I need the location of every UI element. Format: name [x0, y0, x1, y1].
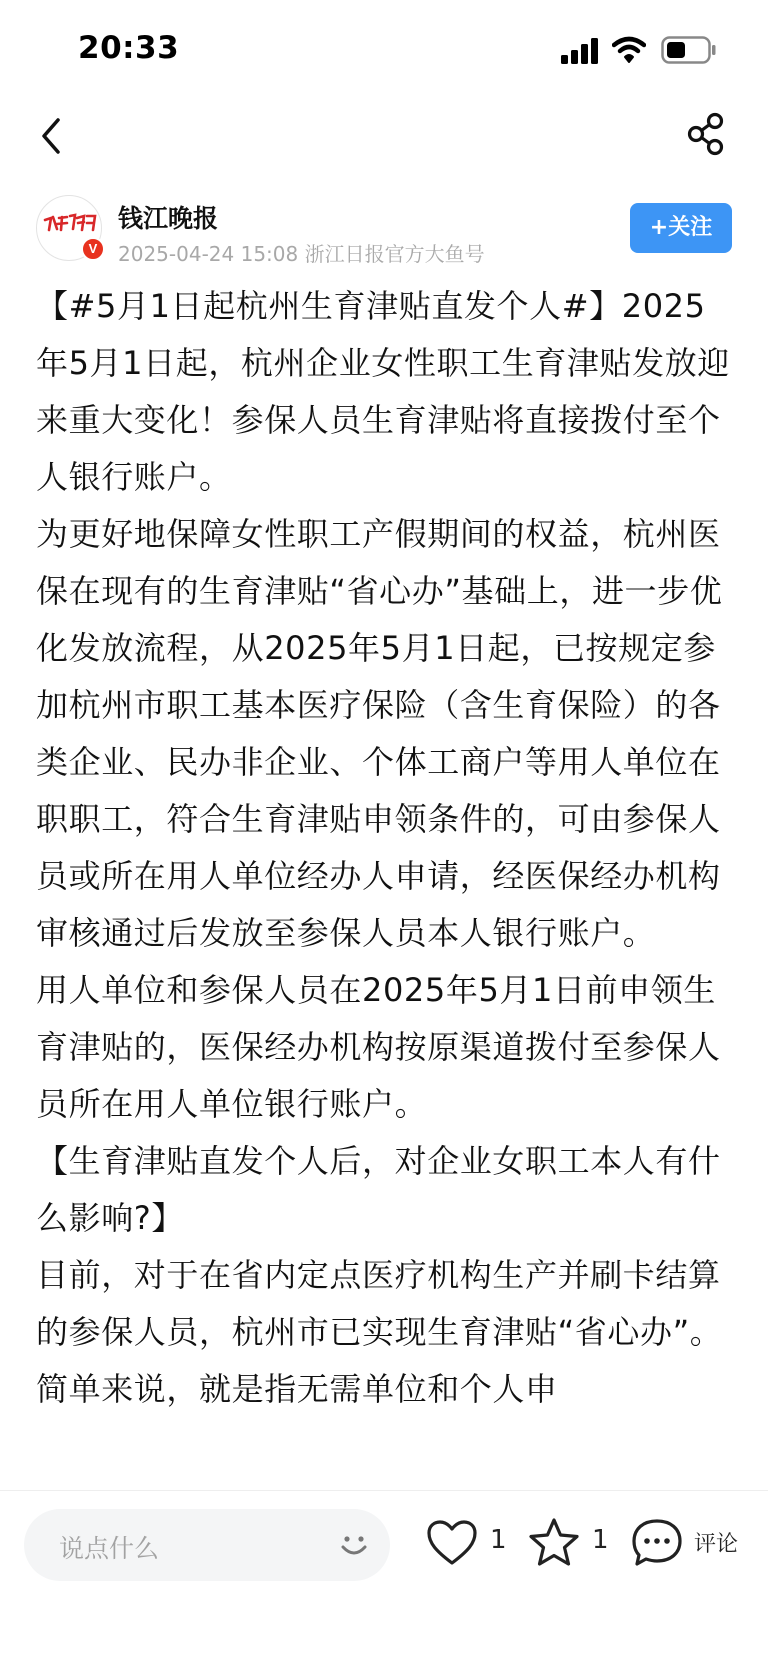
favorite-button[interactable] [526, 1513, 612, 1573]
article-paragraph: 为更好地保障女性职工产假期间的权益，杭州医保在现有的生育津贴“省心办”基础上，进一步优化发放流程，从2025年5月1日起，已按规定参加杭州市职工基本医疗保险（含生育保险）的各类企业、民办非企业、个体工商户等用人单位在职职工，符合生育津贴申领条件的，可由参保人员或所在用人单位经办人申请，经医保经办机构审核通过后发放至参保人员本人银行账户。 [36, 515, 723, 952]
like-button[interactable] [426, 1513, 512, 1573]
comment-placeholder: 说点什么 [59, 1534, 160, 1563]
article-paragraph: 【生育津贴直发个人后，对企业女职工本人有什么影响?】 [36, 1142, 721, 1237]
battery-icon [661, 36, 717, 64]
share-icon[interactable] [686, 112, 726, 156]
like-count: 1 [490, 1525, 507, 1555]
post-meta: 2025-04-24 15:08 浙江日报官方大鱼号 [118, 242, 485, 266]
emoji-icon[interactable] [336, 1527, 372, 1563]
wifi-icon [612, 36, 646, 64]
cellular-signal-icon [561, 38, 601, 64]
star-icon [526, 1517, 582, 1569]
back-icon[interactable] [36, 114, 66, 158]
status-bar [0, 0, 768, 100]
article-body [36, 278, 736, 1488]
comment-button[interactable] [630, 1513, 754, 1573]
article-paragraph: 目前，对于在省内定点医疗机构生产并刷卡结算的参保人员，杭州市已实现生育津贴“省心办”。简单来说，就是指无需单位和个人申 [36, 1256, 723, 1408]
favorite-count: 1 [592, 1525, 609, 1555]
bottom-action-bar [0, 1490, 768, 1663]
nav-bar [0, 100, 768, 180]
author-name[interactable]: 钱江晚报 [118, 204, 219, 233]
verified-badge: V [81, 237, 105, 261]
author-avatar[interactable] [36, 195, 102, 261]
status-time: 20:33 [78, 30, 180, 66]
article-paragraph: 用人单位和参保人员在2025年5月1日前申领生育津贴的，医保经办机构按原渠道拨付至参保人员所在用人单位银行账户。 [36, 971, 721, 1123]
comment-input[interactable] [24, 1509, 390, 1581]
author-row [0, 195, 768, 265]
article-paragraph: 【#5月1日起杭州生育津贴直发个人#】2025年5月1日起，杭州企业女性职工生育津贴发放迎来重大变化！参保人员生育津贴将直接拨付至个人银行账户。 [36, 287, 730, 496]
comment-bubble-icon [630, 1517, 684, 1569]
comment-label: 评论 [694, 1532, 739, 1557]
follow-button[interactable]: +关注 [630, 203, 732, 253]
heart-icon [426, 1519, 478, 1567]
